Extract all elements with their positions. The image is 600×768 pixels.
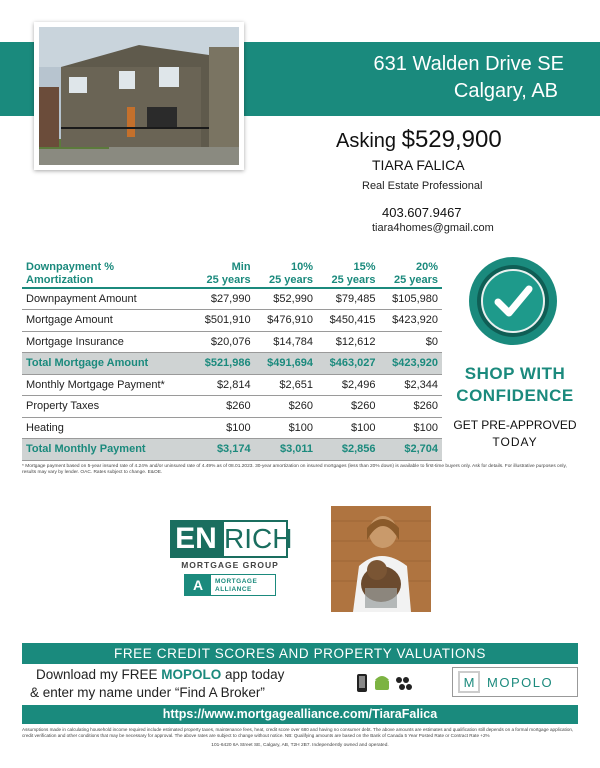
agent-email[interactable]: tiara4homes@gmail.com [372,222,494,234]
cell: $260 [255,396,317,418]
mopolo-app-name: MOPOLO [161,667,222,682]
header-label [22,254,192,288]
cell: $12,612 [317,331,379,353]
table-row [22,310,442,332]
asking-price [336,126,566,154]
cell: $423,920 [380,353,443,375]
table-footnote: * Mortgage payment based on 5-year insured rate of 4.24% and/or uninsured rate of 4.49% as of 08.01.2023. 30-year amortization on insured mortgages (less than 20% down) is available to first-time buyers only. Ask for details. For illustrative purposes only, results may vary by lender. OAC. Rates subject to change. E&OE. [22,464,567,475]
cell: $2,704 [380,439,443,461]
cell: $491,694 [255,353,317,375]
cell: $105,980 [380,288,443,310]
cell: $100 [255,417,317,439]
table-row [22,396,442,418]
enrich-logo-en: EN [170,520,222,558]
table-row [22,374,442,396]
pre-approved-text: GET PRE-APPROVED [453,418,577,432]
table-row-total-monthly [22,439,442,461]
cell: $79,485 [317,288,379,310]
mopolo-logo[interactable] [452,667,578,697]
cell: $450,415 [317,310,379,332]
cell: $260 [192,396,254,418]
agent-phone[interactable]: 403.607.9467 [382,205,462,220]
confidence-text: CONFIDENCE [456,386,574,405]
office-address: 101-6420 6A Street SE, Calgary, AB, T2H 2B7. Independently owned and operated. [211,743,389,748]
cell: $14,784 [255,331,317,353]
house-photo [34,22,244,170]
mortgage-table [22,254,442,461]
cell: $260 [317,396,379,418]
agent-name: TIARA FALICA [372,157,465,173]
col-10: 10% 25 years [269,261,314,286]
cell: $521,986 [192,353,254,375]
table-row [22,417,442,439]
phone-icon [357,674,367,692]
mopolo-name: MOPOLO [487,675,554,690]
today-text: TODAY [492,435,538,449]
cell: $476,910 [255,310,317,332]
cell: $20,076 [192,331,254,353]
col-20: 20% 25 years [393,261,438,286]
cell: $2,496 [317,374,379,396]
mortgage-group-text: MORTGAGE GROUP [181,560,279,570]
checkmark-icon [468,256,558,346]
blackberry-icon [396,677,412,690]
platform-icons [355,674,413,692]
table-row [22,331,442,353]
col-15: 15% 25 years [331,261,376,286]
row-label: Property Taxes [22,396,192,418]
cell: $260 [380,396,443,418]
cell: $463,027 [317,353,379,375]
website-link[interactable]: https://www.mortgagealliance.com/TiaraFalica [22,705,578,724]
row-label: Total Monthly Payment [22,439,192,461]
row-label: Downpayment Amount [22,288,192,310]
col-min: Min 25 years [206,261,251,286]
agent-portrait [331,506,431,612]
cell: $52,990 [255,288,317,310]
cell: $2,814 [192,374,254,396]
row-label: Monthly Mortgage Payment* [22,374,192,396]
cell: $2,344 [380,374,443,396]
cell: $27,990 [192,288,254,310]
cell: $2,651 [255,374,317,396]
asking-label: Asking [336,130,397,152]
address-line-1: 631 Walden Drive SE [373,53,564,75]
cell: $100 [380,417,443,439]
row-label: Mortgage Insurance [22,331,192,353]
header-amortization: Amortization [26,274,94,286]
table-header-row [22,254,442,288]
cell: $100 [317,417,379,439]
cell: $2,856 [317,439,379,461]
row-label: Heating [22,417,192,439]
mortgage-alliance-mark: A [185,575,211,595]
table-row [22,288,442,310]
enrich-logo-rich: RICH [222,520,288,558]
row-label: Total Mortgage Amount [22,353,192,375]
cell: $100 [192,417,254,439]
agent-title: Real Estate Professional [362,180,483,192]
header-downpayment: Downpayment % [26,261,115,273]
cell: $3,011 [255,439,317,461]
cell: $501,910 [192,310,254,332]
price-value: $529,900 [401,126,502,153]
cell: $3,174 [192,439,254,461]
row-label: Mortgage Amount [22,310,192,332]
mopolo-mark: M [458,671,480,693]
download-line-2: & enter my name under “Find A Broker” [30,685,265,700]
address-line-2: Calgary, AB [453,80,558,102]
mortgage-alliance-logo [184,574,276,596]
cell: $0 [380,331,443,353]
mortgage-alliance-text: MORTGAGE ALLIANCE [215,578,258,593]
android-icon [375,676,389,690]
download-line-1: Download my FREE MOPOLO app today [36,667,285,682]
credit-banner: FREE CREDIT SCORES AND PROPERTY VALUATIONS [22,643,578,664]
table-row-total-mortgage [22,353,442,375]
disclaimer-text: Assumptions made in calculating household income required include estimated property taxes, maintenance fees, heat, credit score over 680 and having no consumer debt. The above amounts are estimates and qualification still depends on a formal mortgage application, credit verification and other conditions that may be necessary for approval. The above rates are subject to change without notice. NB: Qualifying amounts are based on the Bank of Canada 5 Year Posted Rate or Contract Rate +2% [22,727,574,738]
shop-with-text: SHOP WITH [464,364,566,383]
cell: $423,920 [380,310,443,332]
